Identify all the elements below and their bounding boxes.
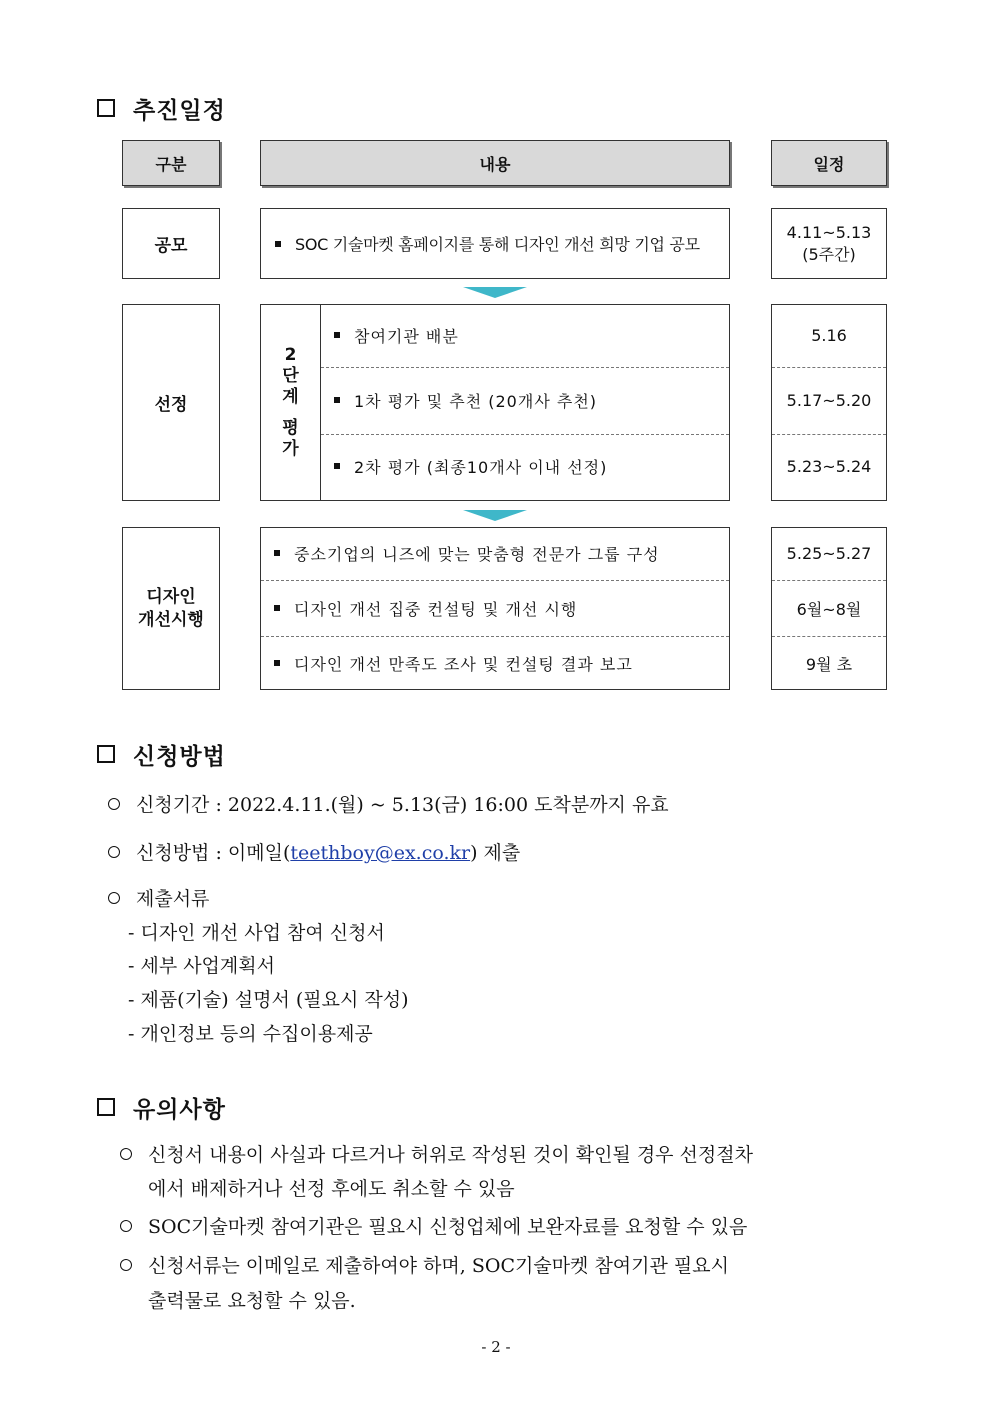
docs-title-text: 제출서류 <box>136 888 210 910</box>
item-text: SOC 기술마켓 홈페이지를 통해 디자인 개선 희망 기업 공모 <box>295 235 700 254</box>
row-divider <box>772 580 886 581</box>
section-checkbox-icon <box>97 1098 115 1116</box>
label-line1: 디자인 <box>146 586 196 607</box>
note-text: SOC기술마켓 참여기관은 필요시 신청업체에 보완자료를 요청할 수 있음 <box>148 1216 748 1238</box>
circle-bullet-icon <box>108 892 120 904</box>
flow-arrow-icon <box>463 510 527 521</box>
row-date-contest <box>771 208 887 279</box>
section-checkbox-icon <box>97 99 115 117</box>
flow-arrow-icon <box>463 287 527 298</box>
stage-label <box>261 345 320 460</box>
period-text: 신청기간 : 2022.4.11.(월) ~ 5.13(금) 16:00 도착분까지 유효 <box>136 794 669 816</box>
method-suffix: ) 제출 <box>470 842 521 864</box>
note-text: 신청서류는 이메일로 제출하여야 하며, SOC기술마켓 참여기관 필요시 <box>148 1255 729 1277</box>
row-label-design <box>122 527 220 690</box>
selection-item-2 <box>334 383 597 417</box>
application-method <box>108 838 520 865</box>
item-text: 2차 평가 (최종10개사 이내 선정) <box>354 457 608 477</box>
circle-bullet-icon <box>120 1259 132 1271</box>
doc-item: - 개인정보 등의 수집이용제공 <box>128 1023 373 1045</box>
circle-bullet-icon <box>108 846 120 858</box>
method-prefix: 신청방법 : 이메일( <box>136 842 291 864</box>
doc-item: - 세부 사업계획서 <box>128 955 275 977</box>
application-period <box>108 790 669 817</box>
row-divider <box>261 636 729 637</box>
date-text: 6월~8월 <box>796 599 862 619</box>
row-divider <box>772 367 886 368</box>
doc-item: - 디자인 개선 사업 참여 신청서 <box>128 922 385 944</box>
bullet-icon <box>274 605 280 611</box>
section-title-notes: 유의사항 <box>133 1096 226 1123</box>
email-link[interactable]: teethboy@ex.co.kr <box>290 842 471 864</box>
stage-char: 가 <box>282 439 299 459</box>
item-text: 디자인 개선 만족도 조사 및 컨설팅 결과 보고 <box>294 654 633 674</box>
bullet-icon <box>334 397 340 403</box>
note-1-line1 <box>120 1140 753 1167</box>
date-text: 5.23~5.24 <box>786 456 872 476</box>
bullet-icon <box>334 332 340 338</box>
stage-char: 단 <box>282 366 299 386</box>
item-text: 중소기업의 니즈에 맞는 맞춤형 전문가 그룹 구성 <box>294 544 660 564</box>
row-divider <box>261 580 729 581</box>
note-3-line1 <box>120 1251 729 1278</box>
date-line1: 4.11~5.13 <box>786 222 872 242</box>
date-text: 9월 초 <box>805 654 853 674</box>
item-text: 참여기관 배분 <box>354 326 459 346</box>
note-2 <box>120 1212 747 1239</box>
item-text: 디자인 개선 집중 컨설팅 및 개선 시행 <box>294 599 578 619</box>
page-number: - 2 - <box>481 1338 511 1356</box>
row-content-contest <box>260 208 730 279</box>
bullet-icon <box>275 241 281 247</box>
bullet-icon <box>334 463 340 469</box>
note-text: 신청서 내용이 사실과 다르거나 허위로 작성된 것이 확인될 경우 선정절차 <box>148 1144 753 1166</box>
label-line2: 개선시행 <box>138 609 204 630</box>
design-item-2 <box>274 591 577 625</box>
design-item-3 <box>274 646 633 680</box>
bullet-icon <box>274 660 280 666</box>
date-text: 5.25~5.27 <box>786 543 872 563</box>
date-line2: (5주간) <box>802 244 856 264</box>
selection-item-1 <box>334 318 459 352</box>
section-title-schedule: 추진일정 <box>133 97 226 124</box>
selection-item-3 <box>334 449 607 483</box>
row-divider <box>772 434 886 435</box>
section-checkbox-icon <box>97 745 115 763</box>
stage-divider <box>320 304 321 501</box>
item-text: 1차 평가 및 추천 (20개사 추천) <box>354 391 598 411</box>
circle-bullet-icon <box>120 1220 132 1232</box>
bullet-icon <box>274 550 280 556</box>
section-title-application: 신청방법 <box>133 743 226 770</box>
row-label-selection: 선정 <box>122 304 220 501</box>
stage-char: 평 <box>282 418 299 438</box>
doc-item: - 제품(기술) 설명서 (필요시 작성) <box>128 989 409 1011</box>
row-divider <box>772 636 886 637</box>
row-divider <box>321 434 729 435</box>
stage-char-gap <box>261 408 320 418</box>
note-1-line2: 에서 배제하거나 선정 후에도 취소할 수 있음 <box>148 1178 515 1200</box>
header-category: 구분 <box>122 140 220 186</box>
circle-bullet-icon <box>120 1148 132 1160</box>
stage-char: 계 <box>282 387 299 407</box>
date-text: 5.17~5.20 <box>786 390 872 410</box>
circle-bullet-icon <box>108 798 120 810</box>
header-content: 내용 <box>260 140 730 186</box>
header-date: 일정 <box>771 140 887 186</box>
row-divider <box>321 367 729 368</box>
application-docs-title <box>108 884 209 911</box>
stage-char: 2 <box>284 345 297 365</box>
design-item-1 <box>274 536 660 570</box>
row-label-contest: 공모 <box>122 208 220 279</box>
date-text: 5.16 <box>811 325 847 345</box>
note-3-line2: 출력물로 요청할 수 있음. <box>148 1290 356 1312</box>
